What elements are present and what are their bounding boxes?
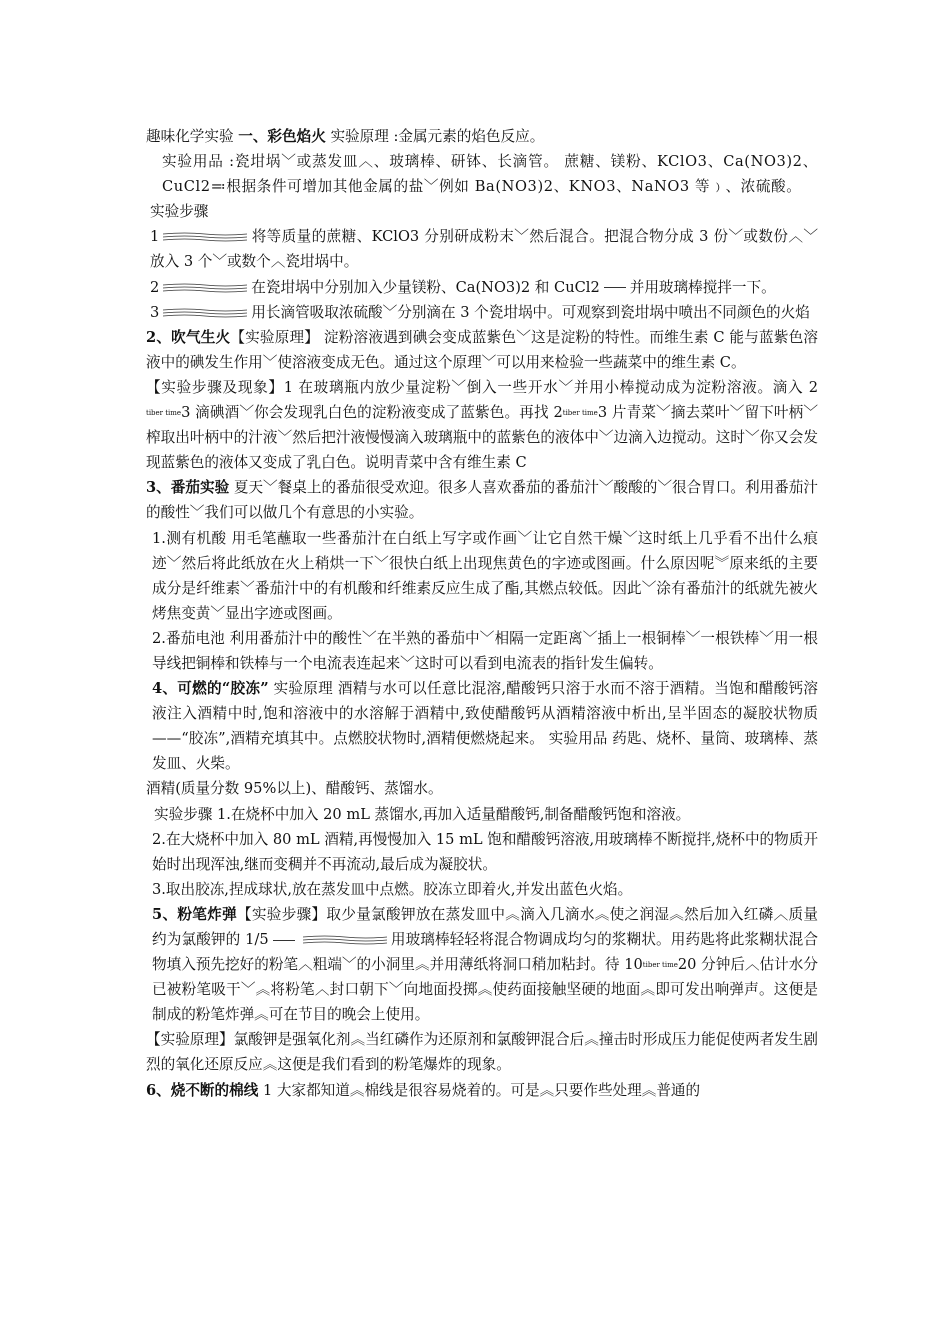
wavy-line-icon bbox=[161, 282, 249, 294]
paragraph-section-3: 3、番茄实验 夏天﹀餐桌上的番茄很受欢迎。很多人喜欢番茄的番茄汁﹀酸酸的﹀很合胃口。利用番茄汁的酸性﹀我们可以做几个有意思的小实验。 bbox=[146, 479, 818, 522]
paragraph-materials-1: 实验用品 :瓷坩埚﹀或蒸发皿︿、玻璃棒、研钵、长滴管。 蔗糖、镁粉、KClO3、Ca(NO3)2、CuCl2≕根据条件可增加其他金属的盐﹀例如 Ba(NO3)2、KNO3、NaNO3 等﹚、浓硫酸。 bbox=[162, 153, 818, 196]
steps-heading-1: 实验步骤 bbox=[150, 203, 209, 221]
section-heading-4: 4、可燃的“胶冻” bbox=[152, 680, 269, 698]
paragraph-intro: 趣味化学实验 一、彩色焰火 实验原理 :金属元素的焰色反应。 bbox=[146, 128, 545, 145]
paragraph-principle-5: 【实验原理】氯酸钾是强氧化剂︽当红磷作为还原剂和氯酸钾混合后︽撞击时形成压力能促使两者发生剧烈的氧化还原反应︽这便是我们看到的粉笔爆炸的现象。 bbox=[146, 1031, 818, 1074]
dash-line bbox=[604, 287, 626, 288]
wavy-line-icon bbox=[161, 307, 249, 319]
wavy-line-icon bbox=[161, 231, 249, 243]
tiny-annotation: tiber time bbox=[146, 408, 182, 417]
paragraph-steps-4-3: 3.取出胶冻,捏成球状,放在蒸发皿中点燃。胶冻立即着火,并发出蓝色火焰。 bbox=[152, 880, 633, 898]
paragraph-tomato-battery: 2.番茄电池 利用番茄汁中的酸性﹀在半熟的番茄中﹀相隔一定距离﹀插上一根铜棒﹀一根铁棒﹀用一根导线把铜棒和铁棒与一个电流表连起来﹀这时可以看到电流表的指针发生偏转。 bbox=[152, 629, 818, 672]
doc-title: 趣味化学实验 bbox=[146, 128, 234, 145]
paragraph-steps-2: 【实验步骤及现象】1 在玻璃瓶内放少量淀粉﹀倒入一些开水﹀并用小棒搅动成为淀粉溶液。滴入 2tiber time3 滴碘酒﹀你会发现乳白色的淀粉液变成了蓝紫色。再找 2tiber time3 片青菜﹀摘去菜叶﹀留下叶柄﹀榨取出叶柄中的汁液﹀然后把汁液慢慢滴入玻璃瓶中的蓝紫色的液体中﹀边滴入边搅动。这时﹀你又会发现蓝紫色的液体又变成了乳白色。说明青菜中含有维生素 C bbox=[146, 378, 818, 472]
document-body bbox=[146, 124, 818, 1103]
step-1-2: 2 在瓷坩埚中分别加入少量镁粉、Ca(NO3)2 和 CuCl2 并用玻璃棒搅拌一下。 bbox=[150, 278, 776, 296]
paragraph-section-6: 6、烧不断的棉线 1 大家都知道︽棉线是很容易烧着的。可是︽只要作些处理︽普通的 bbox=[146, 1081, 701, 1099]
step-1-3: 3 用长滴管吸取浓硫酸﹀分别滴在 3 个瓷坩埚中。可观察到瓷坩埚中喷出不同颜色的火焰 bbox=[150, 303, 810, 321]
step-1-1: 1 将等质量的蔗糖、KClO3 分别研成粉末﹀然后混合。把混合物分成 3 份﹀或数份︿﹀放入 3 个﹀或数个︿瓷坩埚中。 bbox=[150, 228, 818, 271]
dash-line bbox=[273, 940, 295, 941]
section-heading-6: 6、烧不断的棉线 bbox=[146, 1081, 259, 1099]
tiny-annotation: tiber time bbox=[642, 960, 678, 969]
section-heading-5: 5、粉笔炸弹 bbox=[152, 905, 237, 923]
section-heading-2: 2、吹气生火 bbox=[146, 328, 231, 346]
paragraph-materials-4: 酒精(质量分数 95%以上)、醋酸钙、蒸馏水。 bbox=[146, 780, 443, 798]
section-heading-3: 3、番茄实验 bbox=[146, 479, 230, 497]
paragraph-section-5: 5、粉笔炸弹【实验步骤】取少量氯酸钾放在蒸发皿中︽滴入几滴水︽使之润湿︽然后加入红磷︿质量约为氯酸钾的 1/5 用玻璃棒轻轻将混合物调成均匀的浆糊状。用药匙将此浆糊状混合物填入预先挖好的粉笔︿粗端﹀的小洞里︽并用薄纸将洞口稍加粘封。待 10tiber time20 分钟后︿估计水分已被粉笔吸干﹀︽将粉笔︿封口朝下﹀向地面投掷︽使药面接触坚硬的地面︽即可发出响弹声。这便是制成的粉笔炸弹︽可在节目的晚会上使用。 bbox=[152, 905, 818, 1024]
paragraph-section-2: 2、吹气生火【实验原理】 淀粉溶液遇到碘会变成蓝紫色﹀这是淀粉的特性。而维生素 C 能与蓝紫色溶液中的碘发生作用﹀使溶液变成无色。通过这个原理﹀可以用来检验一些蔬菜中的维生素 C。 bbox=[146, 328, 818, 371]
wavy-line-icon bbox=[301, 934, 389, 946]
tiny-annotation: tiber time bbox=[562, 408, 598, 417]
paragraph-organic-acid: 1.测有机酸 用毛笔蘸取一些番茄汁在白纸上写字或作画﹀让它自然干燥﹀这时纸上几乎看不出什么痕迹﹀然后将此纸放在火上稍烘一下﹀很快白纸上出现焦黄色的字迹或图画。什么原因呢︾原来纸的主要成分是纤维素﹀番茄汁中的有机酸和纤维素反应生成了酯,其燃点较低。因此﹀涂有番茄汁的纸就先被火烤焦变黄﹀显出字迹或图画。 bbox=[152, 529, 818, 622]
section-heading-1: 一、彩色焰火 bbox=[238, 128, 326, 145]
paragraph-steps-4-1: 实验步骤 1.在烧杯中加入 20 mL 蒸馏水,再加入适量醋酸钙,制备醋酸钙饱和溶液。 bbox=[154, 805, 691, 823]
paragraph-section-4: 4、可燃的“胶冻” 实验原理 酒精与水可以任意比混溶,醋酸钙只溶于水而不溶于酒精。当饱和醋酸钙溶液注入酒精中时,饱和溶液中的水溶解于酒精中,致使醋酸钙从酒精溶液中析出,呈半固态的凝胶状物质——“胶冻”,酒精充填其中。点燃胶状物时,酒精便燃烧起来。 实验用品 药匙、烧杯、量筒、玻璃棒、蒸发皿、火柴。 bbox=[152, 680, 819, 773]
paragraph-steps-4-2: 2.在大烧杯中加入 80 mL 酒精,再慢慢加入 15 mL 饱和醋酸钙溶液,用玻璃棒不断搅拌,烧杯中的物质开始时出现浑浊,继而变稠并不再流动,最后成为凝胶状。 bbox=[152, 830, 818, 873]
